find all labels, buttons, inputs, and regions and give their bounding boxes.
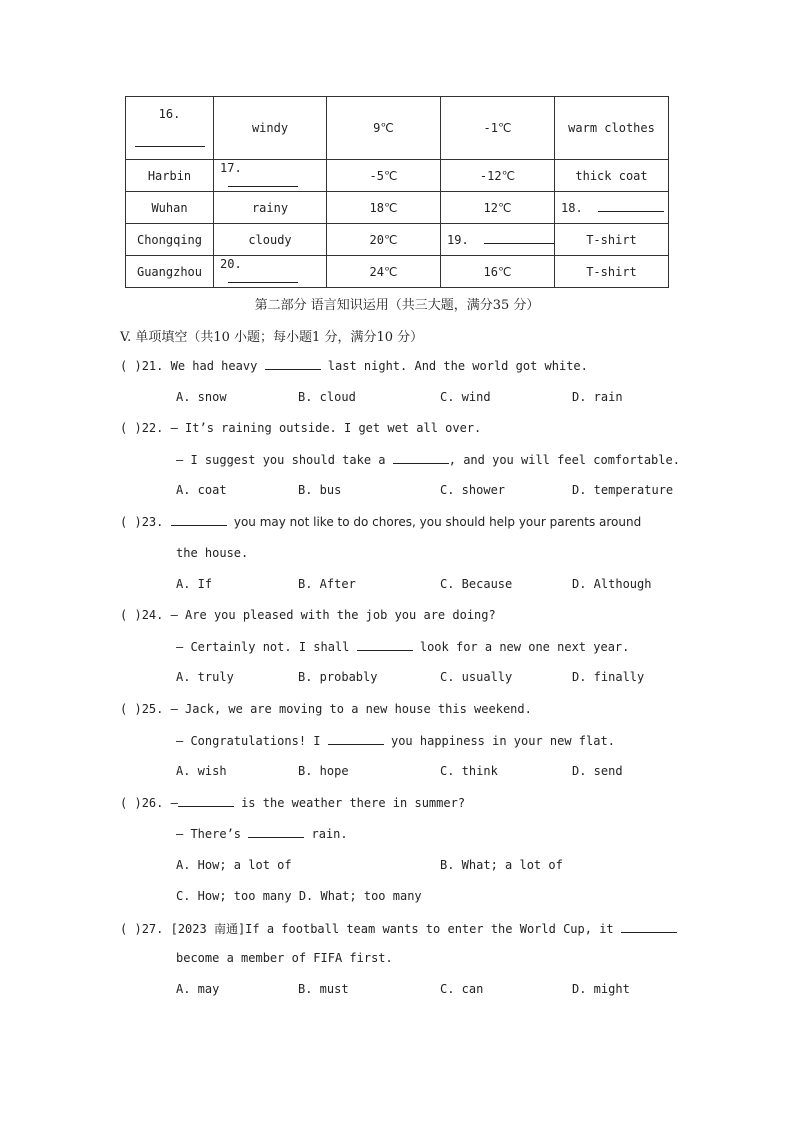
section-title: 第二部分 语言知识运用（共三大题，满分35 分）: [254, 298, 540, 313]
question-number: 26.: [141, 796, 164, 810]
blank: [328, 733, 384, 745]
table-row: [126, 192, 669, 224]
option-c[interactable]: C. Because: [440, 577, 513, 591]
answer-blank-16[interactable]: [135, 135, 205, 147]
blank: [248, 826, 304, 838]
option-b[interactable]: B. hope: [298, 764, 349, 778]
table-cell: Harbin: [126, 160, 214, 192]
table-cell: 16℃: [441, 256, 555, 288]
table-cell: 12℃: [441, 192, 555, 224]
question-number: 23.: [141, 515, 164, 529]
table-cell: T-shirt: [555, 224, 669, 256]
answer-blank-19[interactable]: [484, 232, 554, 244]
table-row: [126, 97, 669, 160]
table-row: [126, 160, 669, 192]
option-c-d[interactable]: C. How; too many D. What; too many: [176, 889, 422, 903]
option-a[interactable]: A. snow: [176, 390, 227, 404]
table-cell: [126, 97, 214, 160]
blank: [621, 921, 677, 933]
answer-blank-18[interactable]: [598, 200, 664, 212]
question-number: 27.: [141, 922, 164, 936]
table-cell: Guangzhou: [126, 256, 214, 288]
option-a[interactable]: A. How; a lot of: [176, 858, 292, 872]
option-d[interactable]: D. finally: [572, 670, 645, 684]
option-b[interactable]: B. cloud: [298, 390, 356, 404]
table-cell: -5℃: [327, 160, 441, 192]
option-b[interactable]: B. bus: [298, 483, 342, 497]
blank: [178, 795, 234, 807]
answer-paren[interactable]: ( ): [120, 515, 142, 529]
option-d[interactable]: D. might: [572, 982, 630, 996]
option-d[interactable]: D. rain: [572, 390, 623, 404]
table-cell: warm clothes: [555, 97, 669, 160]
table-cell: 24℃: [327, 256, 441, 288]
answer-paren[interactable]: ( ): [120, 608, 142, 622]
question-17-label: 17.: [220, 161, 242, 175]
table-cell: T-shirt: [555, 256, 669, 288]
option-b[interactable]: B. must: [298, 982, 349, 996]
option-d[interactable]: D. Although: [572, 577, 652, 591]
question-16-label: 16.: [158, 106, 181, 121]
option-d[interactable]: D. temperature: [572, 483, 674, 497]
table-row: [126, 256, 669, 288]
option-c[interactable]: C. think: [440, 764, 498, 778]
question-number: 24.: [141, 608, 164, 622]
blank: [357, 639, 413, 651]
question-18-label: 18.: [561, 201, 583, 215]
table-cell: [441, 224, 555, 256]
option-b[interactable]: B. After: [298, 577, 356, 591]
weather-table: [125, 96, 669, 288]
table-cell: -1℃: [441, 97, 555, 160]
question-23: ( )23. you may not like to do chores, you should help your parents around: [120, 515, 642, 529]
option-c[interactable]: C. shower: [440, 483, 506, 497]
blank: [171, 514, 227, 526]
option-c[interactable]: C. wind: [440, 390, 491, 404]
question-26: ( )26. — is the weather there in summer?: [120, 796, 466, 810]
option-d[interactable]: D. send: [572, 764, 623, 778]
table-cell: 18℃: [327, 192, 441, 224]
option-a[interactable]: A. may: [176, 982, 220, 996]
table-cell: [214, 256, 327, 288]
option-b[interactable]: B. What; a lot of: [440, 858, 563, 872]
question-number: 25.: [141, 702, 164, 716]
question-27-cont: become a member of FIFA first.: [176, 951, 393, 965]
question-23-cont: the house.: [176, 546, 249, 560]
table-cell: cloudy: [214, 224, 327, 256]
question-25: ( )25. — Jack, we are moving to a new house this weekend.: [120, 702, 532, 716]
question-26-reply: — There’s rain.: [176, 827, 348, 841]
table-cell: 20℃: [327, 224, 441, 256]
table-cell: [214, 160, 327, 192]
option-b[interactable]: B. probably: [298, 670, 378, 684]
question-21: ( )21. We had heavy last night. And the world got white.: [120, 359, 588, 373]
question-22-reply: — I suggest you should take a , and you will feel comfortable.: [176, 453, 680, 467]
option-c[interactable]: C. usually: [440, 670, 513, 684]
answer-paren[interactable]: ( ): [120, 421, 142, 435]
table-cell: Chongqing: [126, 224, 214, 256]
option-a[interactable]: A. wish: [176, 764, 227, 778]
question-27: ( )27. [2023 南通]If a football team wants to enter the World Cup, it: [120, 920, 677, 937]
option-a[interactable]: A. coat: [176, 483, 227, 497]
blank: [393, 452, 449, 464]
blank: [265, 358, 321, 370]
question-24-reply: — Certainly not. I shall look for a new one next year.: [176, 640, 630, 654]
answer-paren[interactable]: ( ): [120, 359, 142, 373]
answer-paren[interactable]: ( ): [120, 796, 142, 810]
answer-blank-20[interactable]: [228, 271, 298, 283]
table-cell: windy: [214, 97, 327, 160]
answer-paren[interactable]: ( ): [120, 922, 142, 936]
table-cell: rainy: [214, 192, 327, 224]
table-cell: [555, 192, 669, 224]
answer-blank-17[interactable]: [228, 175, 298, 187]
question-25-reply: — Congratulations! I you happiness in your new flat.: [176, 734, 615, 748]
question-number: 21.: [141, 359, 164, 373]
question-22: ( )22. — It’s raining outside. I get wet all over.: [120, 421, 482, 435]
table-cell: Wuhan: [126, 192, 214, 224]
option-c[interactable]: C. can: [440, 982, 484, 996]
table-cell: -12℃: [441, 160, 555, 192]
question-24: ( )24. — Are you pleased with the job you are doing?: [120, 608, 496, 622]
table-row: [126, 224, 669, 256]
question-20-label: 20.: [220, 257, 242, 271]
question-number: 22.: [141, 421, 164, 435]
option-a[interactable]: A. If: [176, 577, 213, 591]
answer-paren[interactable]: ( ): [120, 702, 142, 716]
table-cell: thick coat: [555, 160, 669, 192]
question-19-label: 19.: [447, 233, 469, 247]
table-cell: 9℃: [327, 97, 441, 160]
part-heading: V. 单项填空（共10 小题；每小题1 分，满分10 分）: [120, 330, 424, 345]
option-a[interactable]: A. truly: [176, 670, 234, 684]
